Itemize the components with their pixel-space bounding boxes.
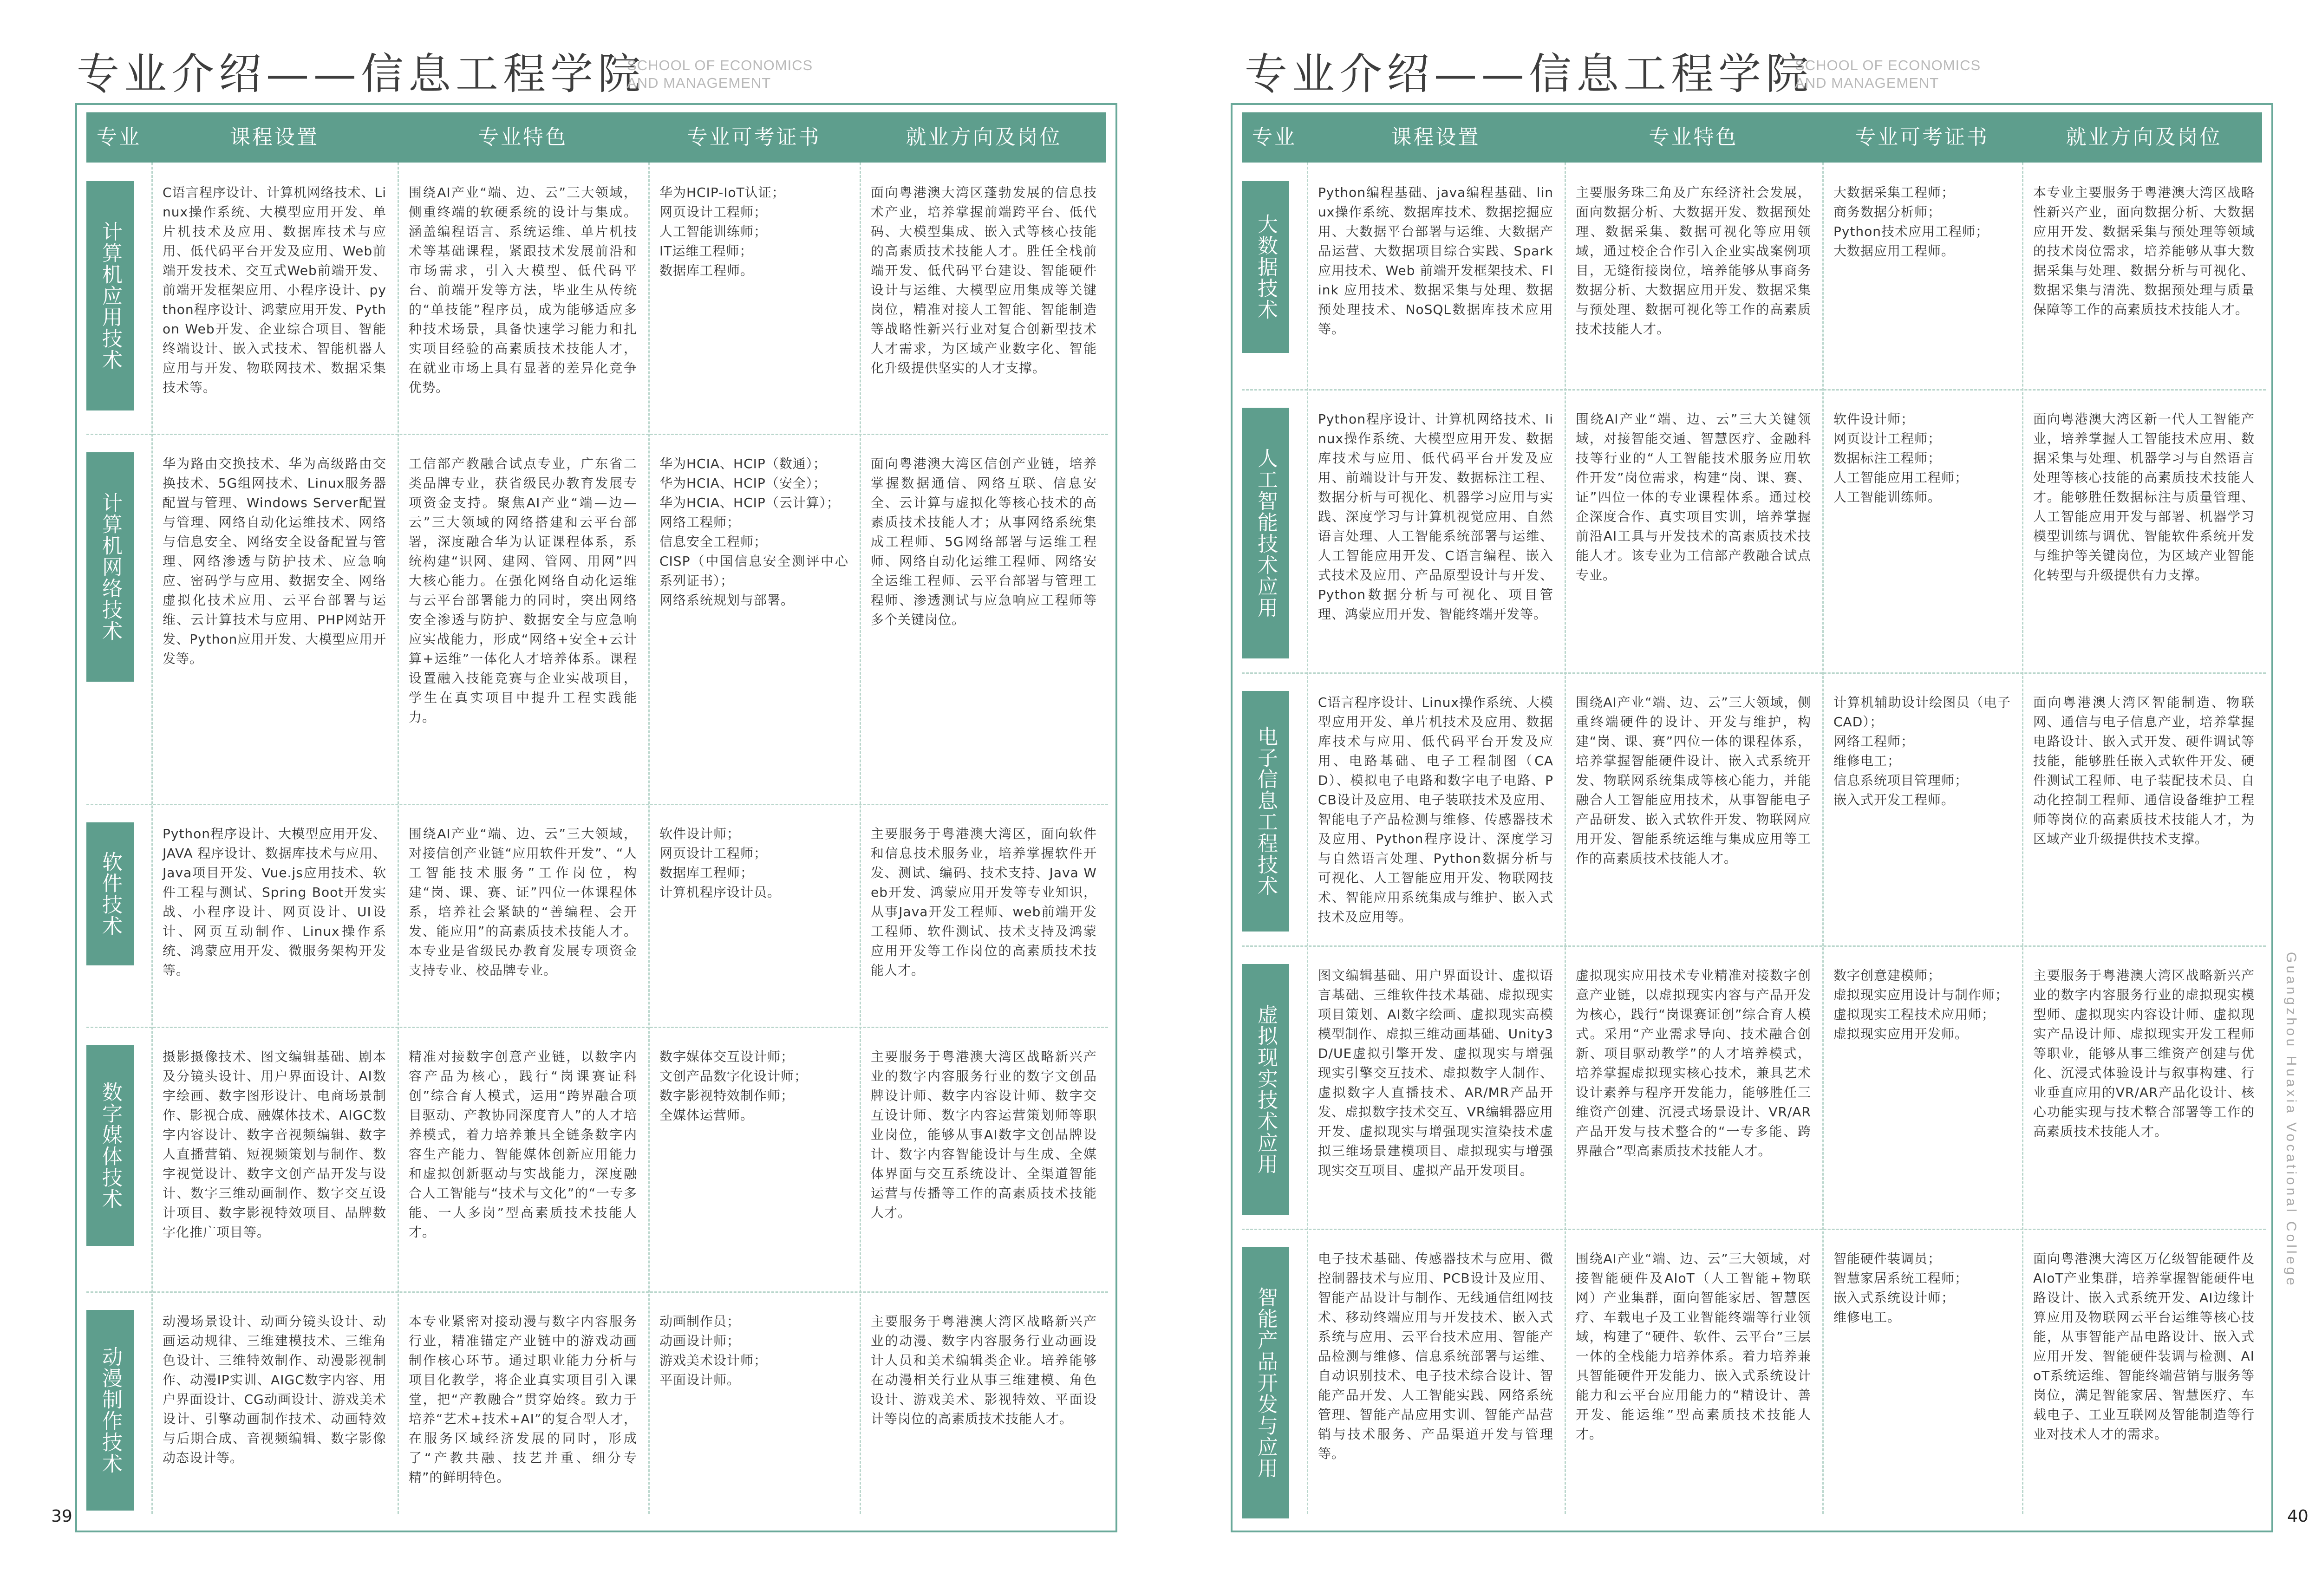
- page-header: [1245, 46, 2034, 102]
- cell-certs: 软件设计师； 网页设计工程师； 数据库工程师； 计算机程序设计员。: [659, 826, 781, 900]
- page-title: 专业介绍——信息工程学院: [77, 49, 646, 99]
- column-divider: [2022, 163, 2023, 1514]
- cell-features: 围绕AI产业“端、边、云”三大领域，对接信创产业链“应用软件开发”、“人工智能技术服务”工作岗位，构建“岗、课、赛、证”四位一体课程体系，培养社会紧缺的“善编程、会开发、能应用”的高素质技术技能人才。本专业是省级民办教育发展专项资金支持专业、校品牌专业。: [409, 826, 637, 978]
- major-tag: 大数据技术: [1242, 181, 1289, 353]
- page-title-en: [627, 57, 813, 92]
- header-features: 专业特色: [1649, 125, 1738, 149]
- column-divider: [398, 163, 399, 1514]
- cell-courses: Python编程基础、java编程基础、linux操作系统、数据库技术、数据挖掘应用、大数据平台部署与运维、大数据产品运营、大数据项目综合实践、Spark应用技术、Web 前端开发框架技术、Flink 应用技术、数据采集与处理、数据预处理技术、NoSQL数据库技术应用等。: [1318, 185, 1553, 337]
- column-divider: [1822, 163, 1824, 1514]
- major-tag: 计算机网络技术: [86, 452, 134, 682]
- page-title-en-line2: AND MANAGEMENT: [627, 75, 771, 91]
- header-major: 专业: [97, 125, 141, 149]
- college-name-vertical: Guangzhou Huaxia Vocational College: [2283, 952, 2299, 1288]
- cell-courses: 电子技术基础、传感器技术与应用、微控制器技术与应用、PCB设计及应用、智能产品设计与制作、无线通信组网技术、移动终端应用与开发技术、嵌入式系统与应用、云平台技术应用、智能产品检测与维修、信息系统部署与运维、自动识别技术、电子技术综合设计、智能产品开发、人工智能实践、网络系统管理、智能产品应用实训、智能产品营销与技术服务、产品渠道开发与管理等。: [1318, 1251, 1553, 1461]
- cell-certs: 计算机辅助设计绘图员（电子CAD）； 网络工程师； 维修电工； 信息系统项目管理师； 嵌入式开发工程师。: [1833, 695, 2011, 808]
- cell-certs: 华为HCIA、HCIP（数通）； 华为HCIA、HCIP（安全）； 华为HCIA、HCIP（云计算）； 网络工程师； 信息安全工程师； CISP（中国信息安全测评中心系列证书）； 网络系统规划与部署。: [659, 456, 848, 608]
- header-features: 专业特色: [478, 125, 567, 149]
- program-table: [75, 103, 1117, 1532]
- major-tag: 电子信息工程技术: [1242, 691, 1289, 932]
- page-title-en-line1: SCHOOL OF ECONOMICS: [627, 57, 813, 73]
- page-header: [77, 46, 866, 102]
- cell-jobs: 本专业主要服务于粤港澳大湾区战略性新兴产业，面向数据分析、大数据应用开发、数据采集与预处理等领域的技术岗位需求，培养能够从事大数据采集与处理、数据分析与可视化、数据采集与清洗、数据预处理与质量保障等工作的高素质技术技能人才。: [2033, 185, 2255, 317]
- column-divider: [1307, 163, 1308, 1514]
- cell-jobs: 面向粤港澳大湾区信创产业链，培养掌握数据通信、网络互联、信息安全、云计算与虚拟化等核心技术的高素质技术技能人才；从事网络系统集成工程师、5G网络部署与运维工程师、网络自动化运维工程师、网络安全运维工程师、云平台部署与管理工程师、渗透测试与应急响应工程师等多个关键岗位。: [871, 456, 1097, 627]
- column-divider: [648, 163, 650, 1514]
- cell-jobs: 面向粤港澳大湾区万亿级智能硬件及AIoT产业集群，培养掌握智能硬件电路设计、嵌入式系统开发、AI边缘计算应用及物联网云平台运维等核心技能，从事智能产品电路设计、嵌入式应用开发、智能硬件装调与检测、AIoT系统运维、智能终端营销与服务等岗位，满足智能家居、智慧医疗、车载电子、工业互联网及智能制造等行业对技术人才的需求。: [2033, 1251, 2255, 1442]
- cell-jobs: 主要服务于粤港澳大湾区，面向软件和信息技术服务业，培养掌握软件开发、测试、编码、技术支持、Java Web开发、鸿蒙应用开发等专业知识，从事Java开发工程师、web前端开发工程师、软件测试、技术支持及鸿蒙应用开发等工作岗位的高素质技术技能人才。: [871, 826, 1097, 978]
- cell-features: 主要服务珠三角及广东经济社会发展，面向数据分析、大数据开发、数据预处理、数据采集、数据可视化等应用领域，通过校企合作引入企业实战案例项目，无缝衔接岗位，培养能够从事商务数据分析、大数据应用开发、数据采集与预处理、数据可视化等工作的高素质技术技能人才。: [1576, 185, 1811, 337]
- header-jobs: 就业方向及岗位: [906, 125, 1062, 149]
- cell-certs: 软件设计师； 网页设计工程师； 数据标注工程师； 人工智能应用工程师； 人工智能训练师。: [1833, 411, 1969, 505]
- major-tag: 虚拟现实技术应用: [1242, 964, 1289, 1215]
- cell-courses: 摄影摄像技术、图文编辑基础、剧本及分镜头设计、用户界面设计、AI数字绘画、数字图形设计、电商场景制作、影视合成、融媒体技术、AIGC数字内容设计、数字音视频编辑、数字人直播营销、短视频策划与制作、数字视觉设计、数字文创产品开发与设计、数字三维动画制作、数字交互设计项目、数字影视特效项目、品牌数字化推广项目等。: [163, 1049, 386, 1240]
- cell-jobs: 面向粤港澳大湾区智能制造、物联网、通信与电子信息产业，培养掌握电路设计、嵌入式开发、硬件调试等技能，能够胜任嵌入式软件开发、硬件测试工程师、电子装配技术员、自动化控制工程师、通信设备维护工程师等岗位的高素质技术技能人才，为区域产业升级提供技术支撑。: [2033, 695, 2255, 847]
- table-header: [86, 112, 1106, 163]
- major-tag: 数字媒体技术: [86, 1045, 134, 1246]
- cell-features: 围绕AI产业“端、边、云”三大关键领域，对接智能交通、智慧医疗、金融科技等行业的“人工智能技术服务应用软件开发”岗位需求，构建“岗、课、赛、证”四位一体的专业课程体系。通过校企深度合作、真实项目实训，培养掌握前沿AI工具与开发技术的高素质技术技能人才。该专业为工信部产教融合试点专业。: [1576, 411, 1811, 583]
- header-courses: 课程设置: [1391, 125, 1481, 149]
- page-number: 39: [51, 1507, 72, 1526]
- row-divider: [86, 1291, 1108, 1293]
- cell-certs: 数字媒体交互设计师； 文创产品数字化设计师； 数字影视特效制作师； 全媒体运营师。: [659, 1049, 808, 1123]
- major-tag: 计算机应用技术: [86, 181, 134, 410]
- row-divider: [1242, 672, 2266, 674]
- cell-features: 围绕AI产业“端、边、云”三大领域，侧重终端的软硬系统的设计与集成。涵盖编程语言、系统运维、单片机技术等基础课程，紧跟技术发展前沿和市场需求，引入大模型、低代码平台、前端开发等方法，毕业生从传统的“单技能”程序员，成为能够适应多种技术场景，具备快速学习能力和扎实项目经验的高素质技术技能人才，在就业市场上具有显著的差异化竞争优势。: [409, 185, 637, 395]
- row-divider: [86, 1027, 1108, 1028]
- program-table: [1231, 103, 2273, 1532]
- table-header: [1242, 112, 2262, 163]
- major-tag: 软件技术: [86, 822, 134, 965]
- row-divider: [1242, 1229, 2266, 1230]
- header-major: 专业: [1252, 125, 1297, 149]
- header-certs: 专业可考证书: [687, 125, 821, 149]
- row-divider: [86, 434, 1108, 435]
- cell-certs: 动画制作员； 动画设计师； 游戏美术设计师； 平面设计师。: [659, 1314, 768, 1388]
- right-page: [1168, 0, 2322, 1596]
- page-title-en-line2: AND MANAGEMENT: [1795, 75, 1939, 91]
- row-divider: [86, 804, 1108, 805]
- cell-courses: 图文编辑基础、用户界面设计、虚拟语言基础、三维软件技术基础、虚拟现实项目策划、AI数字绘画、虚拟现实高模模型制作、虚拟三维动画基础、Unity3D/UE虚拟引擎开发、虚拟现实与增强现实引擎交互技术、虚拟数字人制作、虚拟数字人直播技术、AR/MR产品开发、虚拟数字技术交互、VR编辑器应用开发、虚拟现实与增强现实渲染技术虚拟三维场景建模项目、虚拟现实与增强现实交互项目、虚拟产品开发项目。: [1318, 968, 1553, 1178]
- column-divider: [151, 163, 153, 1514]
- cell-certs: 华为HCIP-IoT认证； 网页设计工程师； 人工智能训练师； IT运维工程师； 数据库工程师。: [659, 185, 785, 278]
- cell-courses: C语言程序设计、计算机网络技术、Linux操作系统、大模型应用开发、单片机技术及应用、数据库技术与应用、低代码平台开发及应用、Web前端开发技术、交互式Web前端开发、前端开发框架应用、小程序设计、python程序设计、鸿蒙应用开发、Python Web开发、企业综合项目、智能终端设计、嵌入式技术、智能机器人应用与开发、物联网技术、数据采集技术等。: [163, 185, 386, 395]
- cell-features: 本专业紧密对接动漫与数字内容服务行业，精准锚定产业链中的游戏动画制作核心环节。通过职业能力分析与项目化教学，将企业真实项目引入课堂，把“产教融合”贯穿始终。致力于培养“艺术+技术+AI”的复合型人才，在服务区域经济发展的同时，形成了“产教共融、技艺并重、细分专精”的鲜明特色。: [409, 1314, 637, 1485]
- cell-jobs: 面向粤港澳大湾区蓬勃发展的信息技术产业，培养掌握前端跨平台、低代码、大模型集成、嵌入式等核心技能的高素质技术技能人才。胜任全栈前端开发、低代码平台建设、智能硬件设计与运维、大模型应用集成等关键岗位，精准对接人工智能、智能制造等战略性新兴行业对复合创新型技术人才需求，为区域产业数字化、智能化升级提供坚实的人才支撑。: [871, 185, 1097, 376]
- cell-certs: 数字创意建模师； 虚拟现实应用设计与制作师； 虚拟现实工程技术应用师； 虚拟现实应用开发师。: [1833, 968, 2009, 1042]
- header-certs: 专业可考证书: [1855, 125, 1989, 149]
- cell-certs: 大数据采集工程师； 商务数据分析师； Python技术应用工程师； 大数据应用工程师。: [1833, 185, 1989, 259]
- header-jobs: 就业方向及岗位: [2066, 125, 2222, 149]
- row-divider: [1242, 945, 2266, 947]
- cell-features: 围绕AI产业“端、边、云”三大领域，对接智能硬件及AIoT（人工智能+物联网）产业集群，面向智能家居、智慧医疗、车载电子及工业智能终端等行业领域，构建了“硬件、软件、云平台”三层一体的全栈能力培养体系。着力培养兼具智能硬件开发能力、嵌入式系统设计能力和云平台应用能力的“精设计、善开发、能运维”型高素质技术技能人才。: [1576, 1251, 1811, 1442]
- cell-courses: 动漫场景设计、动画分镜头设计、动画运动规律、三维建模技术、三维角色设计、三维特效制作、动漫影视制作、动漫IP实训、AIGC数字内容、用户界面设计、CG动画设计、游戏美术设计、引擎动画制作技术、动画特效与后期合成、音视频编辑、数字影像动态设计等。: [163, 1314, 386, 1466]
- cell-jobs: 主要服务于粤港澳大湾区战略新兴产业的数字内容服务行业的虚拟现实模型师、虚拟现实内容设计师、虚拟现实产品设计师、虚拟现实开发工程师等职业，能够从事三维资产创建与优化、沉浸式体验设计与叙事构建、行业垂直应用的VR/AR产品化设计、核心功能实现与技术整合部署等工作的高素质技术技能人才。: [2033, 968, 2255, 1139]
- major-tag: 智能产品开发与应用: [1242, 1247, 1289, 1518]
- cell-features: 精准对接数字创意产业链，以数字内容产品为核心，践行“岗课赛证科创”综合育人模式，运用“跨界融合项目驱动、产教协同深度育人”的人才培养模式，着力培养兼具全链条数字内容生产能力、智能媒体创新应用能力和虚拟创新驱动与实战能力，深度融合人工智能与“技术与文化”的“一专多能、一人多岗”型高素质技术技能人才。: [409, 1049, 637, 1240]
- cell-jobs: 主要服务于粤港澳大湾区战略新兴产业的动漫、数字内容服务行业动画设计人员和美术编辑类企业。培养能够在动漫相关行业从事三维建模、角色设计、游戏美术、影视特效、平面设计等岗位的高素质技术技能人才。: [871, 1314, 1097, 1427]
- cell-jobs: 面向粤港澳大湾区新一代人工智能产业，培养掌握人工智能技术应用、数据采集与处理、机器学习与自然语言处理等核心技能的高素质技术技能人才。能够胜任数据标注与质量管理、人工智能应用开发与部署、机器学习模型训练与调优、智能软件系统开发与维护等关键岗位，为区域产业智能化转型与升级提供有力支撑。: [2033, 411, 2255, 583]
- page-title: 专业介绍——信息工程学院: [1245, 49, 1813, 99]
- major-tag: 动漫制作技术: [86, 1310, 134, 1511]
- cell-features: 工信部产教融合试点专业，广东省二类品牌专业，获省级民办教育发展专项资金支持。聚焦AI产业“端—边—云”三大领域的网络搭建和云平台部署，深度融合华为认证课程体系，系统构建“识网、建网、管网、用网”四大核心能力。在强化网络自动化运维与云平台部署能力的同时，突出网络安全渗透与防护、数据安全与应急响应实战能力，形成“网络+安全+云计算+运维”一体化人才培养体系。课程设置融入技能竞赛与企业实战项目，学生在真实项目中提升工程实践能力。: [409, 456, 637, 725]
- cell-features: 虚拟现实应用技术专业精准对接数字创意产业链，以虚拟现实内容与产品开发为核心，践行“岗课赛证创”综合育人模式。采用“产业需求导向、技术融合创新、项目驱动教学”的人才培养模式，培养掌握虚拟现实核心技术，兼具艺术设计素养与程序开发能力，能够胜任三维资产创建、沉浸式场景设计、VR/AR产品开发与技术整合的“一专多能、跨界融合”型高素质技术技能人才。: [1576, 968, 1811, 1159]
- cell-courses: Python程序设计、计算机网络技术、linux操作系统、大模型应用开发、数据库技术与应用、低代码平台开发及应用、前端设计与开发、数据标注工程、数据分析与可视化、机器学习应用与实践、深度学习与计算机视觉应用、自然语言处理、人工智能系统部署与运维、人工智能应用开发、C语言编程、嵌入式技术及应用、产品原型设计与开发、Python数据分析与可视化、项目管理、鸿蒙应用开发、智能终端开发等。: [1318, 411, 1553, 622]
- column-divider: [1565, 163, 1566, 1514]
- cell-courses: 华为路由交换技术、华为高级路由交换技术、5G组网技术、Linux服务器配置与管理、Windows Server配置与管理、网络自动化运维技术、网络与信息安全、网络安全设备配置与管理、网络渗透与防护技术、应急响应、密码学与应用、数据安全、网络虚拟化技术应用、云平台部署与运维、云计算技术与应用、PHP网站开发、Python应用开发、大模型应用开发等。: [163, 456, 386, 666]
- header-courses: 课程设置: [230, 125, 319, 149]
- cell-certs: 智能硬件装调员； 智慧家居系统工程师； 嵌入式系统设计师； 维修电工。: [1833, 1251, 1969, 1325]
- cell-courses: C语言程序设计、Linux操作系统、大模型应用开发、单片机技术及应用、数据库技术与应用、低代码平台开发及应用、电路基础、电子工程制图（CAD）、模拟电子电路和数字电子电路、PCB设计及应用、电子装联技术及应用、智能电子产品检测与维修、传感器技术及应用、Python程序设计、深度学习与自然语言处理、Python数据分析与可视化、人工智能应用开发、物联网技术、智能应用系统集成与维护、嵌入式技术及应用等。: [1318, 695, 1553, 925]
- page-number: 40: [2287, 1507, 2309, 1526]
- cell-features: 围绕AI产业“端、边、云”三大领域，侧重终端硬件的设计、开发与维护，构建“岗、课、赛”四位一体的课程体系，培养掌握智能硬件设计、嵌入式系统开发、物联网系统集成等核心能力，并能融合人工智能应用技术，从事智能电子产品研发、嵌入式软件开发、物联网应用开发、智能系统运维与集成应用等工作的高素质技术技能人才。: [1576, 695, 1811, 866]
- column-divider: [860, 163, 861, 1514]
- cell-courses: Python程序设计、大模型应用开发、JAVA 程序设计、数据库技术与应用、Java项目开发、Vue.js应用技术、软件工程与测试、Spring Boot开发实战、小程序设计、网页设计、UI设计、网页互动制作、Linux操作系统、鸿蒙应用开发、微服务架构开发等。: [163, 826, 386, 978]
- major-tag: 人工智能技术应用: [1242, 408, 1289, 658]
- page-title-en: [1795, 57, 1981, 92]
- page-title-en-line1: SCHOOL OF ECONOMICS: [1795, 57, 1981, 73]
- row-divider: [1242, 389, 2266, 391]
- cell-jobs: 主要服务于粤港澳大湾区战略新兴产业的数字内容服务行业的数字文创品牌设计师、数字内容设计师、数字交互设计师、数字内容运营策划师等职业岗位，能够从事AI数字文创品牌设计、数字内容智能设计与生成、全媒体界面与交互系统设计、全渠道智能运营与传播等工作的高素质技术技能人才。: [871, 1049, 1097, 1220]
